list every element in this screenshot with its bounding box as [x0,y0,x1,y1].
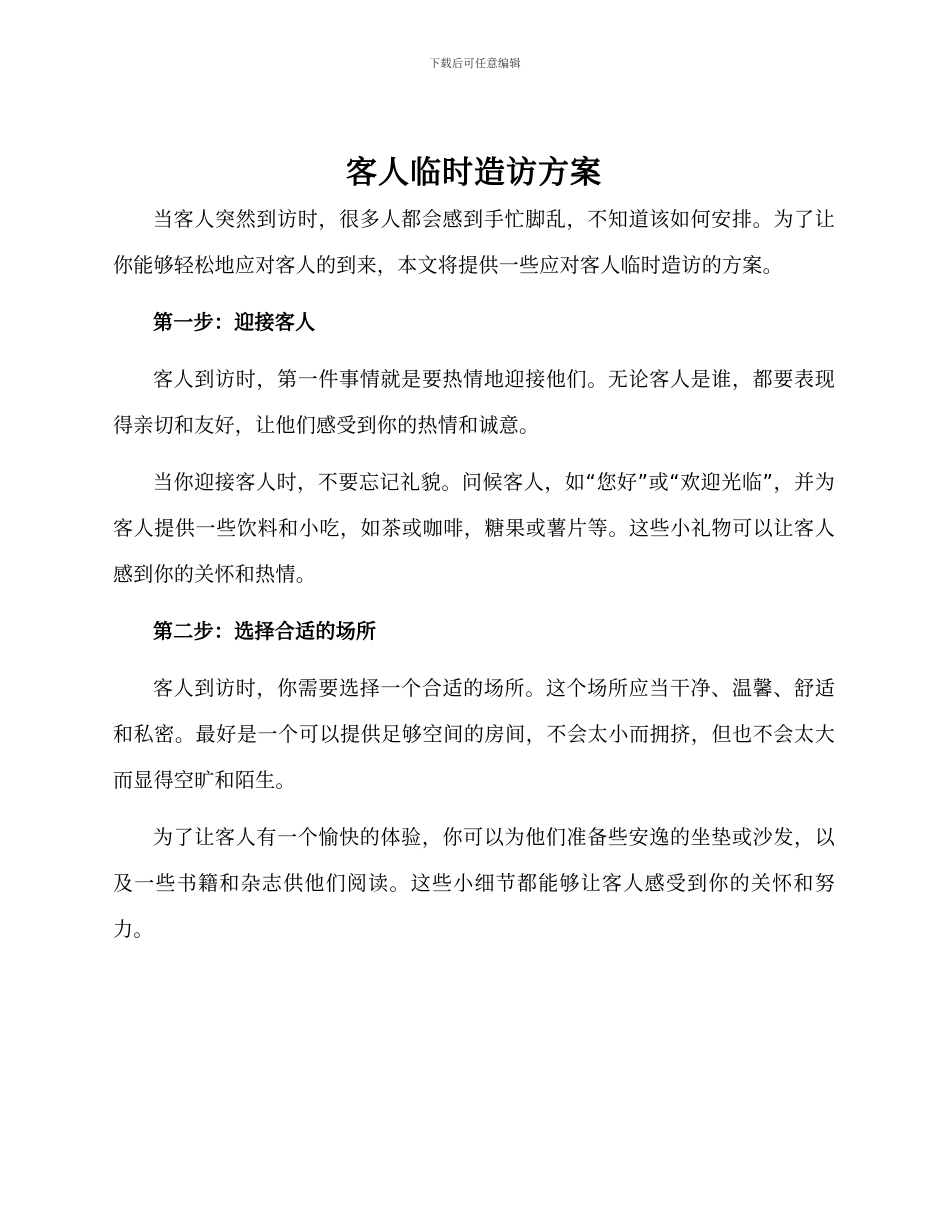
page-title: 客人临时造访方案 [346,155,602,191]
step1-paragraph-2: 当你迎接客人时，不要忘记礼貌。问候客人，如“您好”或“欢迎光临”，并为客人提供一些饮料和小吃，如茶或咖啡，糖果或薯片等。这些小礼物可以让客人感到你的关怀和热情。 [113,470,835,586]
step1-paragraph-1: 客人到访时，第一件事情就是要热情地迎接他们。无论客人是谁，都要表现得亲切和友好，让他们感受到你的热情和诚意。 [113,367,835,437]
step2-heading: 第二步：选择合适的场所 [153,619,377,643]
step2-paragraph-1: 客人到访时，你需要选择一个合适的场所。这个场所应当干净、温馨、舒适和私密。最好是一个可以提供足够空间的房间，不会太小而拥挤，但也不会太大而显得空旷和陌生。 [113,676,835,792]
document-body [113,150,835,963]
step1-heading: 第一步：迎接客人 [153,310,316,334]
intro-paragraph: 当客人突然到访时，很多人都会感到手忙脚乱，不知道该如何安排。为了让你能够轻松地应对客人的到来，本文将提供一些应对客人临时造访的方案。 [113,207,835,277]
header-note: 下载后可任意编辑 [429,57,521,70]
step2-paragraph-2: 为了让客人有一个愉快的体验，你可以为他们准备些安逸的坐垫或沙发，以及一些书籍和杂志供他们阅读。这些小细节都能够让客人感受到你的关怀和努力。 [113,825,835,941]
